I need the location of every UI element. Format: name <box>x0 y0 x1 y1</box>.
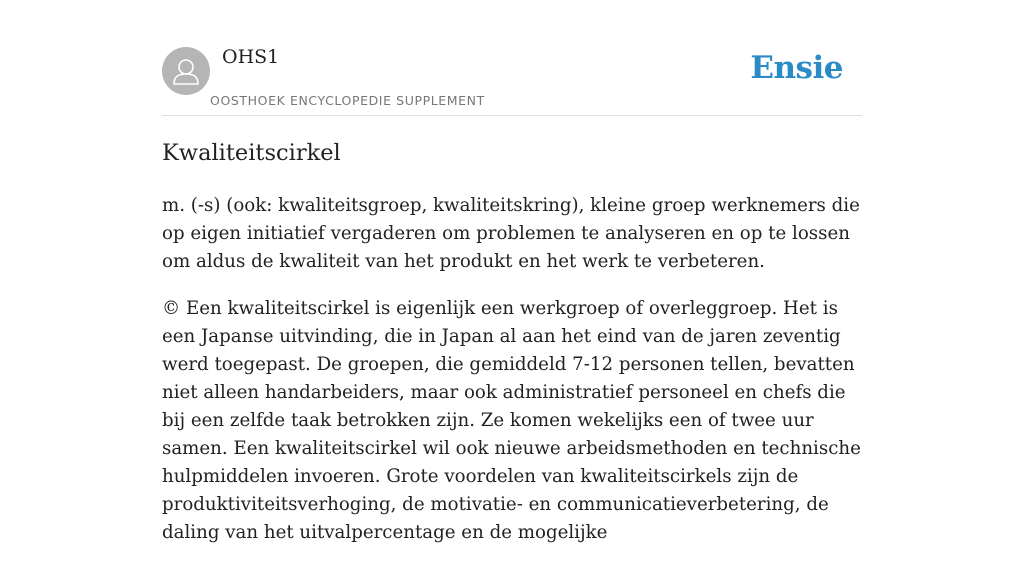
body-paragraph: © Een kwaliteitscirkel is eigenlijk een werkgroep of overleggroep. Het is een Japanse uitvinding, die in Japan al aan het eind van de jaren zeventig werd toegepast. De groepen, die gemiddeld 7-12 personen tellen, bevatten niet alleen handarbeiders, maar ook administratief personeel en chefs die bij een zelfde taak betrokken zijn. Ze komen wekelijks een of twee uur samen. Een kwaliteitscirkel wil ook nieuwe arbeidsmethoden en technische hulpmiddelen invoeren. Grote voordelen van kwaliteitscirkels zijn de produktiviteitsverhoging, de motivatie- en communicatieverbetering, de daling van het uitvalpercentage en de mogelijke <box>162 298 861 543</box>
author-name[interactable]: OHS1 <box>222 46 280 68</box>
article-body <box>162 192 862 566</box>
page-title: Kwaliteitscirkel <box>162 140 341 166</box>
source-label[interactable]: OOSTHOEK ENCYCLOPEDIE SUPPLEMENT <box>210 93 485 108</box>
header <box>162 0 862 116</box>
page <box>162 0 862 543</box>
avatar[interactable] <box>162 47 210 95</box>
site-logo[interactable]: Ensie <box>750 50 843 86</box>
user-silhouette-icon <box>162 47 210 95</box>
definition-paragraph: m. (-s) (ook: kwaliteitsgroep, kwaliteitskring), kleine groep werknemers die op eigen initiatief vergaderen om problemen te analyseren en op te lossen om aldus de kwaliteit van het produkt en het werk te verbeteren. <box>162 195 860 272</box>
